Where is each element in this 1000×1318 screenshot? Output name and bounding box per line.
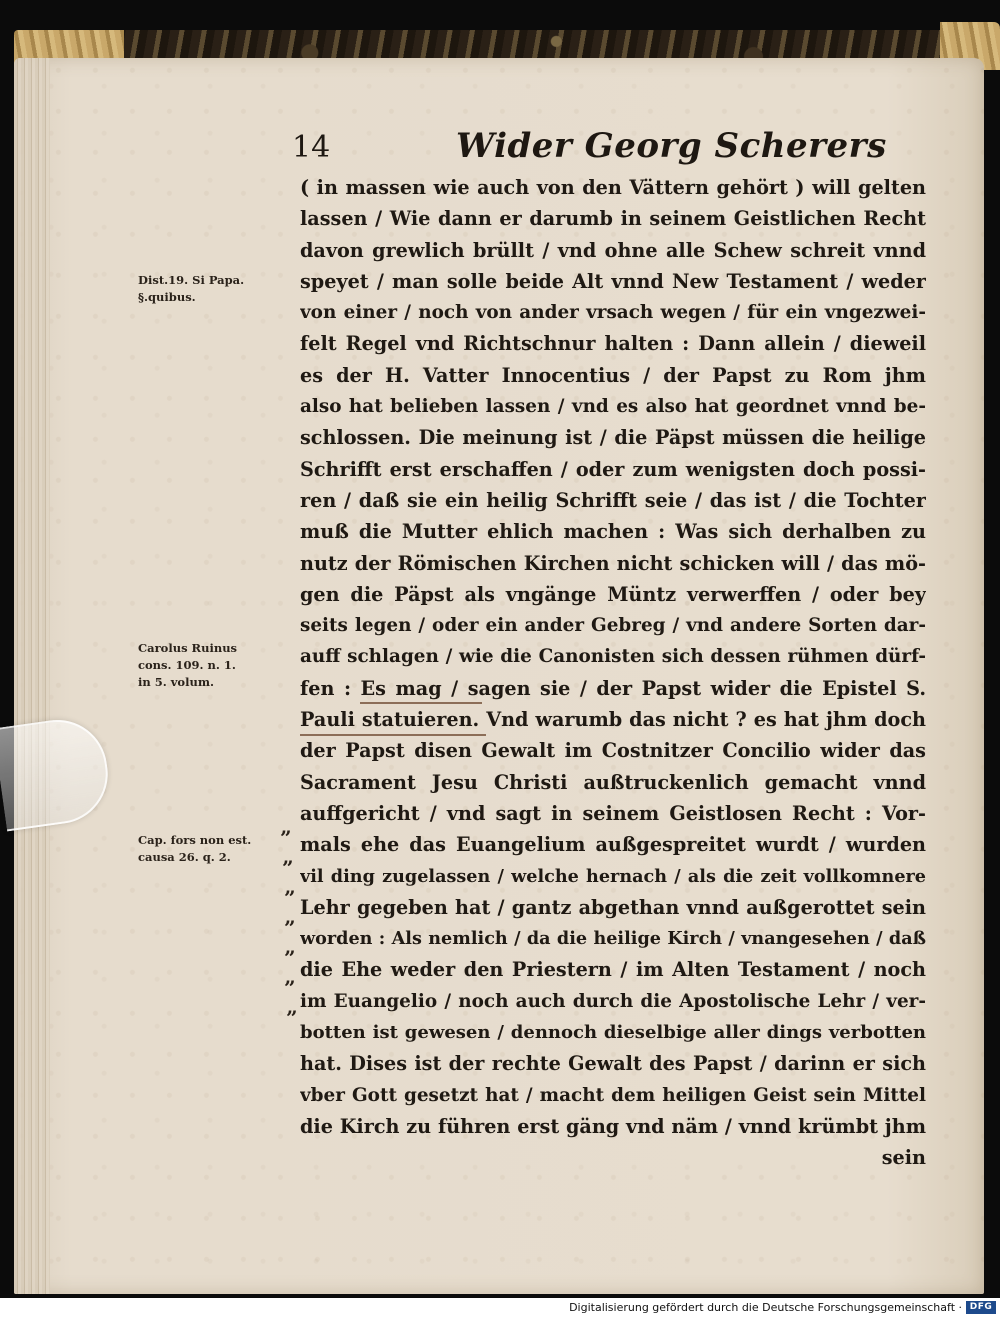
footer-bar: [0, 1298, 1000, 1318]
funding-credit: Digitalisierung gefördert durch die Deutsche Forschungsgemeinschaft ·: [569, 1301, 962, 1314]
quotation-mark: ”: [284, 916, 296, 940]
text-line: fen : Es mag / sagen sie / der Papst wider die Epistel S.: [300, 676, 926, 700]
text-line: davon grewlich brüllt / vnd ohne alle Schew schreit vnnd: [300, 238, 926, 262]
margin-note: [138, 272, 278, 306]
quotation-mark: ”: [284, 976, 296, 1000]
page-edges: [14, 58, 50, 1294]
quotation-mark: ”: [286, 1006, 298, 1030]
text-line: mals ehe das Euangelium außgespreitet wurdt / wurden: [300, 833, 926, 857]
text-line: also hat belieben lassen / vnd es also hat geordnet vnnd be-: [300, 396, 926, 418]
text-line: die Kirch zu führen erst gäng vnd näm / vnnd krümbt jhm: [300, 1114, 926, 1138]
text-line: sein: [881, 1146, 926, 1170]
text-line: die Ehe weder den Priestern / im Alten Testament / noch: [300, 958, 926, 982]
text-line: der Papst disen Gewalt im Costnitzer Concilio wider das: [300, 739, 926, 763]
margin-note-line: cons. 109. n. 1.: [138, 658, 236, 672]
text-line: seits legen / oder ein ander Gebreg / vnd andere Sorten dar-: [300, 615, 926, 637]
dfg-logo: DFG: [966, 1301, 996, 1314]
margin-note-line: §.quibus.: [138, 290, 196, 304]
margin-note-line: Dist.19. Si Papa.: [138, 273, 245, 287]
page-number: 14: [292, 130, 331, 165]
quotation-mark: ”: [284, 946, 296, 970]
quotation-mark: ”: [280, 826, 292, 850]
running-title: Wider Georg Scherers: [456, 126, 887, 166]
text-line: speyet / man solle beide Alt vnnd New Testament / weder: [300, 269, 926, 293]
text-line: Sacrament Jesu Christi außtruckenlich gemacht vnnd: [300, 770, 926, 794]
text-line: auff schlagen / wie die Canonisten sich dessen rühmen dürf-: [300, 646, 926, 668]
quotation-mark: ”: [282, 856, 294, 880]
margin-note: [138, 832, 278, 866]
text-line: botten ist gewesen / dennoch dieselbige aller dings verbotten: [300, 1022, 926, 1044]
text-line: felt Regel vnd Richtschnur halten : Dann allein / dieweil: [300, 332, 926, 356]
text-line: vil ding zugelassen / welche hernach / als die zeit vollkomnere: [300, 865, 926, 887]
text-line: ren / daß sie ein heilig Schrifft seie / das ist / die Tochter: [300, 488, 926, 512]
text-line: ( in massen wie auch von den Vättern gehört ) will gelten: [300, 176, 926, 199]
text-line: von einer / noch von ander vrsach wegen / für ein vngezwei-: [300, 302, 926, 324]
text-line: lassen / Wie dann er darumb in seinem Geistlichen Recht: [300, 207, 926, 231]
text-line: worden : Als nemlich / da die heilige Kirch / vnangesehen / daß: [300, 928, 926, 950]
text-line: schlossen. Die meinung ist / die Päpst müssen die heilige: [300, 426, 926, 450]
manuscript-underline: [360, 702, 482, 704]
margin-note-line: causa 26. q. 2.: [138, 850, 231, 864]
margin-note: [138, 640, 278, 691]
margin-note-line: Cap. fors non est.: [138, 833, 252, 847]
text-line: vber Gott gesetzt hat / macht dem heiligen Geist sein Mittel: [300, 1084, 926, 1106]
text-line: auffgericht / vnd sagt in seinem Geistlosen Recht : Vor-: [300, 801, 926, 825]
text-line: Pauli statuieren. Vnd warumb das nicht ? es hat jhm doch: [300, 708, 926, 732]
text-line: Schrifft erst erschaffen / oder zum wenigsten doch possi-: [300, 457, 926, 481]
body-text: [300, 172, 926, 1174]
text-line: Lehr gegeben hat / gantz abgethan vnnd außgerottet sein: [300, 895, 926, 919]
text-line: hat. Dises ist der rechte Gewalt des Papst / darinn er sich: [300, 1052, 926, 1076]
text-line: muß die Mutter ehlich machen : Was sich derhalben zu: [300, 520, 926, 544]
text-line: gen die Päpst als vngänge Müntz verwerffen / oder bey: [300, 582, 926, 606]
running-header: [0, 122, 1000, 172]
manuscript-underline: [300, 734, 486, 736]
text-line: nutz der Römischen Kirchen nicht schicken will / das mö-: [300, 551, 926, 575]
quotation-mark: ”: [284, 886, 296, 910]
text-line: im Euangelio / noch auch durch die Apostolische Lehr / ver-: [300, 990, 926, 1012]
margin-note-line: in 5. volum.: [138, 675, 214, 689]
text-line: es der H. Vatter Innocentius / der Papst zu Rom jhm: [300, 363, 926, 387]
margin-note-line: Carolus Ruinus: [138, 641, 238, 655]
